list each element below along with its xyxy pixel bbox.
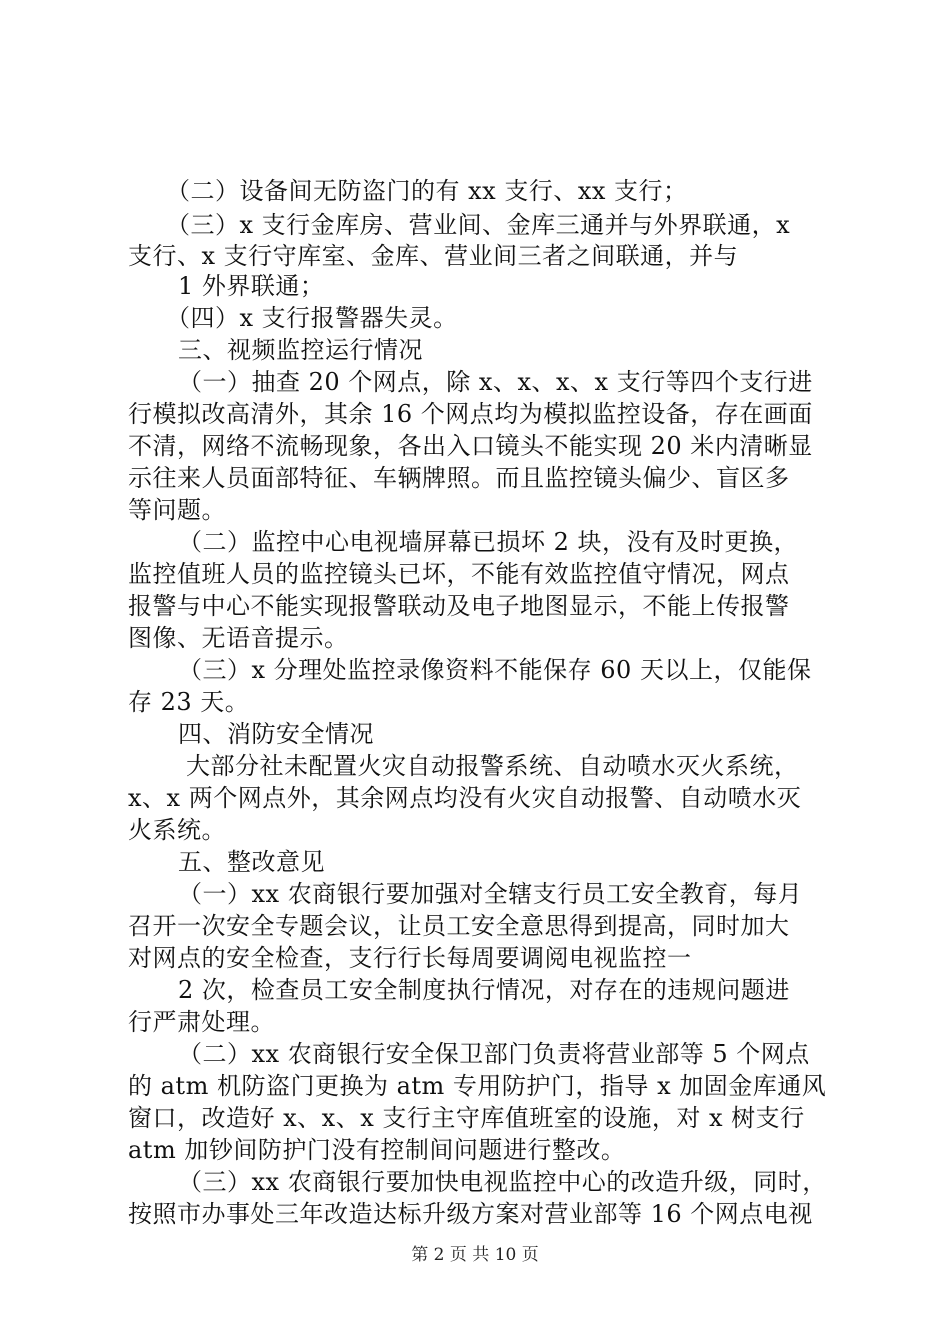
text-line: （二）xx 农商银行安全保卫部门负责将营业部等 5 个网点 xyxy=(178,1040,810,1068)
text-line: 大部分社未配置火灾自动报警系统、自动喷水灭火系统， xyxy=(186,752,799,780)
section-heading: 三、视频监控运行情况 xyxy=(178,336,423,364)
text-line: 支行、x 支行守库室、金库、营业间三者之间联通，并与 xyxy=(128,242,739,270)
text-line: 窗口，改造好 x、x、x 支行主守库值班室的设施，对 x 树支行 xyxy=(128,1104,805,1132)
text-line: （二）设备间无防盗门的有 xx 支行、xx 支行； xyxy=(166,177,688,205)
section-heading: 四、消防安全情况 xyxy=(178,720,374,748)
text-line: 对网点的安全检查，支行行长每周要调阅电视监控一 xyxy=(128,944,692,972)
text-line: （一）xx 农商银行要加强对全辖支行员工安全教育，每月 xyxy=(178,880,803,908)
text-line: x、x 两个网点外，其余网点均没有火灾自动报警、自动喷水灭 xyxy=(128,784,802,812)
text-line: 火系统。 xyxy=(128,816,226,844)
text-line: 行严肃处理。 xyxy=(128,1008,275,1036)
text-line: 的 atm 机防盗门更换为 atm 专用防护门，指导 x 加固金库通风 xyxy=(128,1072,827,1100)
text-line: （四）x 支行报警器失灵。 xyxy=(166,304,458,332)
text-line: 召开一次安全专题会议，让员工安全意思得到提高，同时加大 xyxy=(128,912,790,940)
text-line: 行模拟改高清外，其余 16 个网点均为模拟监控设备，存在画面 xyxy=(128,400,813,428)
text-line: 图像、无语音提示。 xyxy=(128,624,349,652)
text-line: （三）x 分理处监控录像资料不能保存 60 天以上，仅能保 xyxy=(178,656,812,684)
text-line: 1 外界联通； xyxy=(178,272,325,300)
section-heading: 五、整改意见 xyxy=(178,848,325,876)
text-line: 存 23 天。 xyxy=(128,688,250,716)
text-line: 示往来人员面部特征、车辆牌照。而且监控镜头偏少、盲区多 xyxy=(128,464,790,492)
text-line: 不清，网络不流畅现象，各出入口镜头不能实现 20 米内清晰显 xyxy=(128,432,813,460)
text-line: （三）xx 农商银行要加快电视监控中心的改造升级，同时， xyxy=(178,1168,827,1196)
text-line: 等问题。 xyxy=(128,496,226,524)
text-line: （一）抽查 20 个网点，除 x、x、x、x 支行等四个支行进 xyxy=(178,368,813,396)
text-line: 按照市办事处三年改造达标升级方案对营业部等 16 个网点电视 xyxy=(128,1200,813,1228)
text-line: （二）监控中心电视墙屏幕已损坏 2 块，没有及时更换， xyxy=(178,528,799,556)
text-line: atm 加钞间防护门没有控制间问题进行整改。 xyxy=(128,1136,626,1164)
text-line: 报警与中心不能实现报警联动及电子地图显示，不能上传报警 xyxy=(128,592,790,620)
text-line: 监控值班人员的监控镜头已坏，不能有效监控值守情况，网点 xyxy=(128,560,790,588)
page-number-footer: 第 2 页 共 10 页 xyxy=(411,1245,539,1265)
text-line: （三）x 支行金库房、营业间、金库三通并与外界联通，x xyxy=(166,211,791,239)
text-line: 2 次，检查员工安全制度执行情况，对存在的违规问题进 xyxy=(178,976,790,1004)
